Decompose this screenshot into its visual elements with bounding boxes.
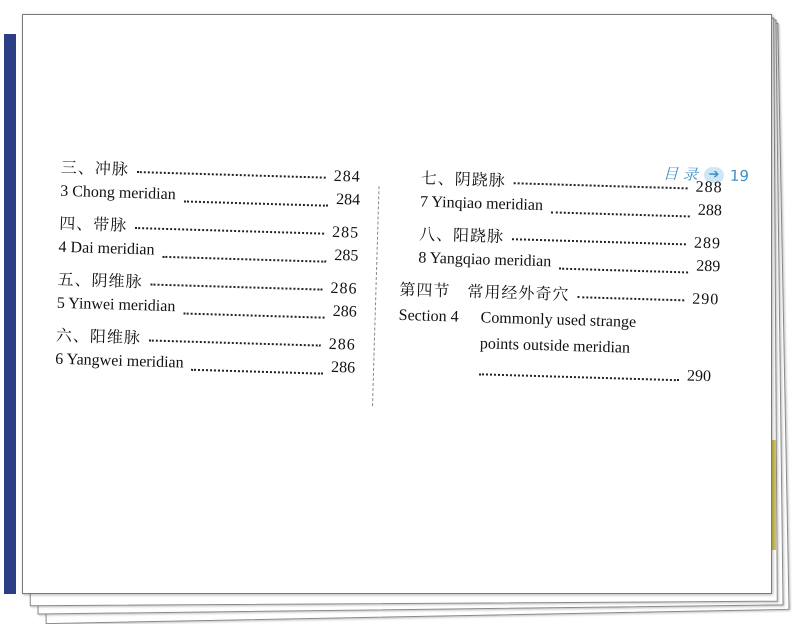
toc-entry[interactable] bbox=[402, 193, 723, 224]
header-page-number: 19 bbox=[729, 166, 750, 185]
toc-entry[interactable] bbox=[58, 239, 359, 270]
section4-title-line2: points outside meridian bbox=[479, 335, 631, 357]
toc-entry-label: 7 Yinqiao meridian bbox=[419, 193, 544, 215]
dot-leader bbox=[191, 361, 323, 375]
dot-leader bbox=[551, 203, 690, 217]
toc-entry-label: 四、带脉 bbox=[58, 215, 128, 235]
dot-leader bbox=[512, 230, 686, 245]
toc-entry-page-number: 286 bbox=[330, 358, 356, 377]
dot-leader bbox=[559, 260, 688, 274]
toc-entry[interactable] bbox=[56, 323, 357, 354]
toc-entry[interactable] bbox=[59, 211, 360, 242]
dot-leader bbox=[183, 192, 328, 206]
dot-leader bbox=[162, 248, 326, 263]
section4-title-line1: Commonly used strange bbox=[480, 309, 637, 331]
dot-leader bbox=[183, 304, 325, 318]
toc-entry-page-number: 288 bbox=[695, 178, 723, 197]
toc-entry-label: 六、阳维脉 bbox=[55, 327, 142, 348]
dot-leader bbox=[479, 365, 679, 381]
toc-entry-page-number: 286 bbox=[328, 335, 357, 354]
toc-entry-label: 3 Chong meridian bbox=[59, 182, 176, 204]
toc-left-column bbox=[55, 155, 361, 382]
toc-entry[interactable] bbox=[399, 277, 720, 308]
toc-entry[interactable] bbox=[400, 249, 721, 280]
dot-leader bbox=[514, 174, 688, 189]
toc-entry-label: 6 Yangwei meridian bbox=[54, 350, 184, 372]
toc-entry-page-number: 284 bbox=[333, 167, 362, 186]
toc-entry-label: 八、阳跷脉 bbox=[418, 226, 505, 246]
toc-entry-page-number: 286 bbox=[330, 279, 358, 298]
toc-entry[interactable] bbox=[57, 267, 358, 298]
toc-entry[interactable] bbox=[55, 351, 356, 382]
toc-entry-label: 五、阴维脉 bbox=[57, 271, 143, 292]
toc-entry-label: 七、阴跷脉 bbox=[420, 170, 506, 190]
dot-leader bbox=[135, 219, 324, 235]
dot-leader bbox=[137, 163, 326, 179]
toc-entry-label: 5 Yinwei meridian bbox=[56, 294, 176, 316]
toc-entry-label: 4 Dai meridian bbox=[58, 238, 155, 259]
toc-entry-page-number: 288 bbox=[697, 201, 723, 220]
toc-entry-page-number: 290 bbox=[692, 290, 720, 309]
column-divider bbox=[372, 186, 380, 406]
toc-entry-label: 第四节 常用经外奇穴 bbox=[399, 281, 570, 304]
toc-entry-page-number: 284 bbox=[335, 190, 361, 209]
toc-entry-label: 8 Yangqiao meridian bbox=[418, 249, 552, 271]
toc-entry-label: 三、冲脉 bbox=[60, 159, 130, 179]
toc-entry-page-number: 285 bbox=[331, 223, 360, 242]
page-content bbox=[22, 14, 772, 594]
section4-label: Section 4 bbox=[398, 306, 459, 326]
toc-entry-page-number: 285 bbox=[334, 246, 359, 265]
toc-page bbox=[22, 14, 772, 594]
toc-entry-page-number: 289 bbox=[693, 234, 722, 253]
toc-entry-page-number: 286 bbox=[332, 302, 358, 321]
toc-right-entries bbox=[399, 165, 723, 308]
toc-entry[interactable] bbox=[61, 155, 362, 186]
toc-section4-entry[interactable] bbox=[397, 307, 719, 386]
section4-page-number: 290 bbox=[686, 367, 712, 386]
header-title: 目 录 bbox=[662, 164, 699, 184]
toc-entry[interactable] bbox=[60, 183, 361, 214]
toc-entry[interactable] bbox=[401, 221, 722, 252]
arrow-right-icon: ➔ bbox=[704, 166, 724, 183]
toc-entry[interactable] bbox=[56, 295, 357, 326]
book-spine-band bbox=[4, 34, 16, 594]
toc-entry-page-number: 289 bbox=[696, 257, 721, 276]
toc-right-column bbox=[397, 165, 723, 386]
dot-leader bbox=[577, 288, 684, 301]
dot-leader bbox=[150, 276, 322, 291]
dot-leader bbox=[149, 331, 321, 346]
